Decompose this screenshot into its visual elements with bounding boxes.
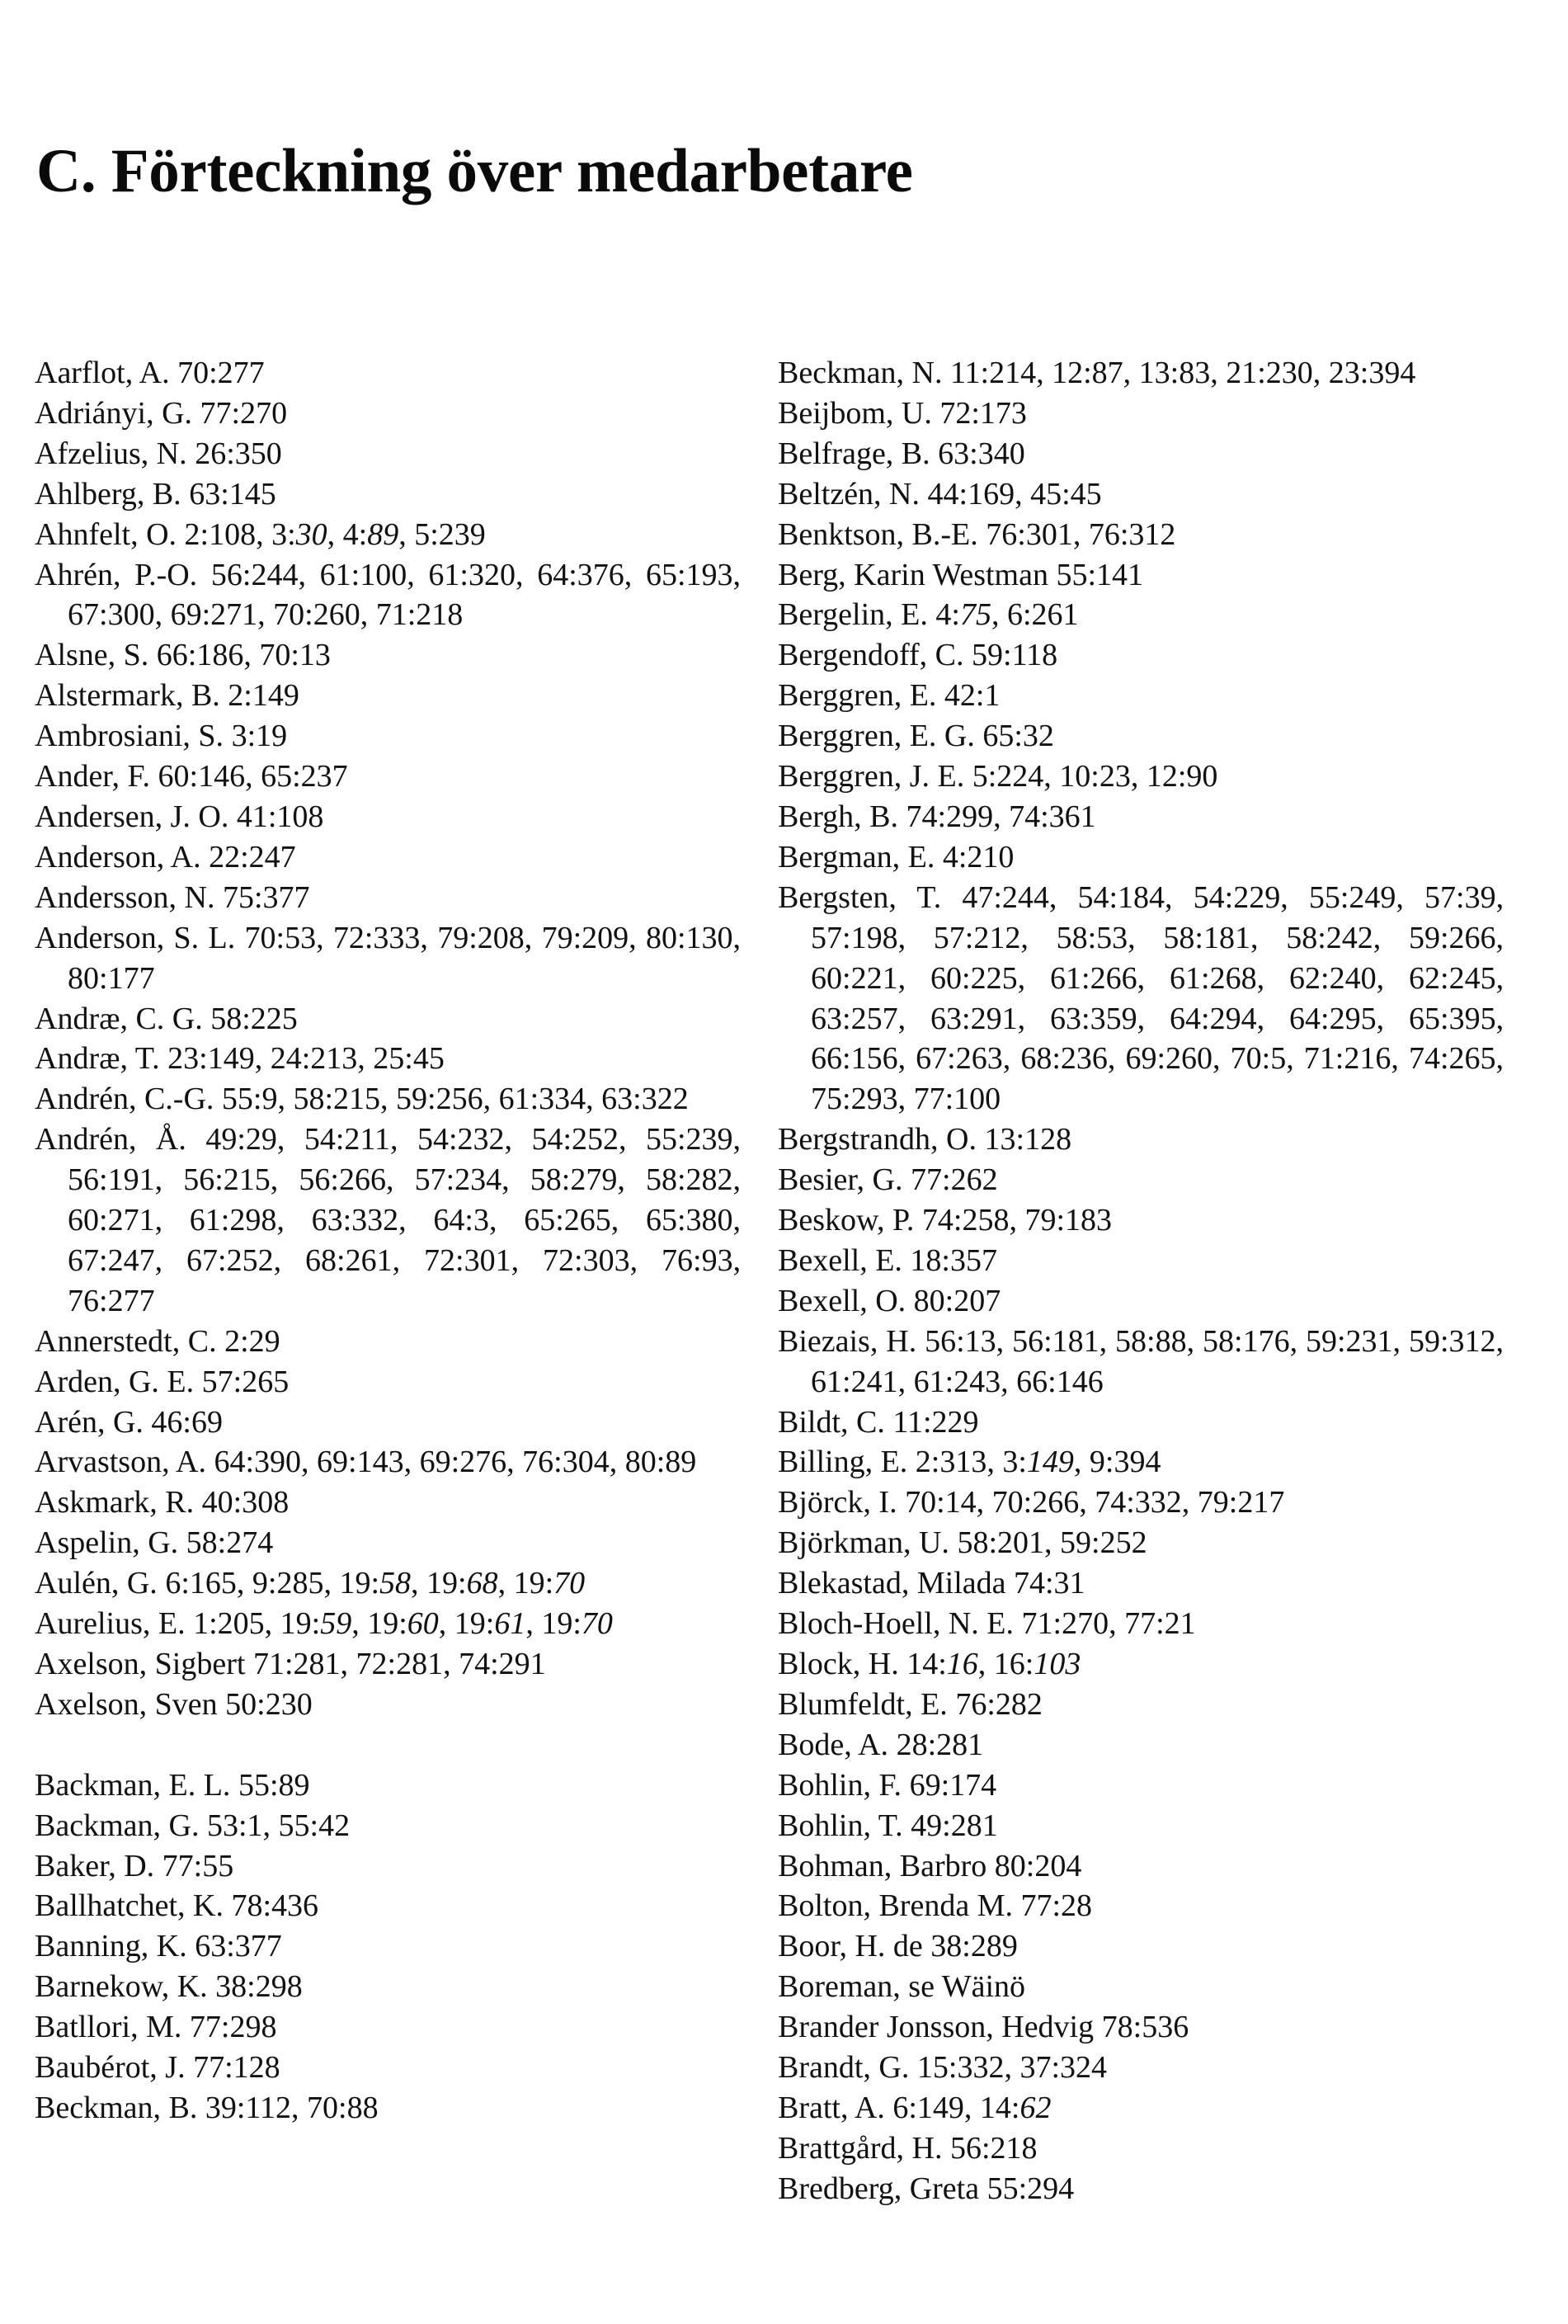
contributor-references: 44:169, 45:45 — [927, 476, 1102, 511]
contributor-entry — [35, 2048, 741, 2088]
contributor-entry — [778, 1483, 1504, 1523]
contributor-references: 75:377 — [222, 879, 310, 915]
contributor-name: Beckman, N. — [778, 356, 943, 390]
contributor-entry — [35, 1685, 741, 1725]
contributor-name: Ambrosiani, S. — [35, 719, 224, 754]
contributor-name: Alsne, S. — [35, 638, 149, 673]
contributor-references: 4:210 — [942, 839, 1015, 874]
contributor-name: Axelson, Sigbert — [35, 1647, 246, 1681]
contributors-column-left — [35, 353, 741, 2128]
contributor-references: 77:28 — [1020, 1888, 1093, 1924]
contributor-entry — [778, 1644, 1504, 1685]
contributor-references: 56:13, 56:181, 58:88, 58:176, 59:231, 59:312, 61:241, 61:243, 66:146 — [811, 1323, 1504, 1399]
contributor-references: 47:244, 54:184, 54:229, 55:249, 57:39, 57:198, 57:212, 58:53, 58:181, 58:242, 59:266, 60:221, 60:225, 61:266, 61:268, 62:240, 62:245, 63:257, 63:291, 63:359, 64:294, 64:295, 65:395, 66:156, 67:263, 68:236, 69:260, 70:5, 71:216, 74:265, 75:293, 77:100 — [811, 879, 1504, 1117]
contributor-name: Baker, D. — [35, 1848, 155, 1883]
contributor-references: 58:225 — [210, 1001, 298, 1036]
contributor-entry — [35, 394, 741, 434]
contributor-name: Brattgård, H. — [778, 2130, 943, 2166]
contributor-name: Bohman, Barbro — [778, 1848, 987, 1883]
contributor-entry — [778, 1322, 1504, 1402]
contributors-column-right — [778, 353, 1504, 2209]
contributor-name: Andræ, C. G. — [35, 1001, 203, 1036]
contributor-references: 13:128 — [984, 1122, 1072, 1157]
contributor-name: Askmark, R. — [35, 1485, 195, 1520]
contributor-entry — [778, 1442, 1504, 1483]
contributor-references: 71:270, 77:21 — [1021, 1606, 1196, 1642]
contributor-references: 74:31 — [1013, 1566, 1085, 1601]
contributor-name: Benktson, B.-E. — [778, 516, 978, 552]
contributor-name: Afzelius, N. — [35, 436, 187, 471]
contributor-entry — [778, 676, 1504, 716]
contributor-name: Ballhatchet, K. — [35, 1888, 224, 1924]
contributor-entry — [35, 878, 741, 918]
contributor-name: Adriányi, G. — [35, 395, 193, 431]
contributor-name: Bergendoff, C. — [778, 638, 964, 673]
contributor-name: Bode, A. — [778, 1727, 889, 1762]
contributor-references: 6:149, 14:62 — [892, 2090, 1052, 2125]
contributor-entry — [778, 1160, 1504, 1200]
contributor-entry — [35, 999, 741, 1039]
contributor-references: 80:204 — [994, 1848, 1082, 1883]
contributor-references: 11:229 — [892, 1404, 979, 1440]
contributor-references: 66:186, 70:13 — [156, 638, 331, 673]
contributor-name: Anderson, S. L. — [35, 920, 236, 955]
contributor-entry — [35, 1846, 741, 1887]
contributor-references: 55:294 — [986, 2171, 1075, 2206]
contributor-entry — [778, 595, 1504, 635]
contributor-references: 53:1, 55:42 — [206, 1808, 351, 1843]
contributor-entry — [778, 2169, 1504, 2209]
contributor-entry — [778, 1846, 1504, 1887]
contributor-references: 77:270 — [200, 395, 288, 431]
contributor-references: 77:262 — [911, 1162, 998, 1198]
contributor-entry — [778, 1604, 1504, 1644]
contributor-entry — [778, 1806, 1504, 1846]
contributor-references: 59:118 — [972, 638, 1058, 673]
contributor-entry — [35, 1967, 741, 2007]
contributor-references: 58:274 — [186, 1525, 274, 1561]
contributor-name: Bexell, E. — [778, 1242, 902, 1278]
contributor-entry — [778, 837, 1504, 878]
contributor-name: Ahrén, P.-O. — [35, 557, 198, 592]
contributor-entry — [35, 1120, 741, 1322]
contributor-entry — [778, 797, 1504, 837]
contributor-references: 70:14, 70:266, 74:332, 79:217 — [905, 1485, 1285, 1520]
contributor-name: Andræ, T. — [35, 1041, 160, 1077]
contributor-name: Boor, H. de — [778, 1929, 923, 1964]
contributor-name: Andrén, Å. — [35, 1122, 186, 1157]
contributor-name: Bolton, Brenda M. — [778, 1888, 1013, 1924]
contributor-name: Beskow, P. — [778, 1203, 915, 1238]
contributor-references: 74:258, 79:183 — [921, 1203, 1113, 1238]
page-title: C. Förteckning över medarbetare — [36, 137, 913, 205]
contributor-references: 57:265 — [201, 1364, 290, 1399]
contributor-name: Berg, Karin Westman — [778, 557, 1048, 592]
contributor-name: Björkman, U. — [778, 1525, 949, 1561]
contributor-name: Bergsten, T. — [778, 879, 942, 915]
contributor-name: Block, H. — [778, 1647, 899, 1681]
contributor-references: 56:244, 61:100, 61:320, 64:376, 65:193, 67:300, 69:271, 70:260, 71:218 — [68, 557, 742, 633]
contributor-entry — [35, 1926, 741, 1967]
contributor-references: 39:112, 70:88 — [205, 2090, 379, 2125]
contributor-name: Ahlberg, B. — [35, 476, 181, 511]
contributor-references: 65:32 — [982, 719, 1054, 754]
contributor-references: 70:53, 72:333, 79:208, 79:209, 80:130, 80:177 — [68, 920, 741, 996]
contributor-entry — [778, 474, 1504, 515]
contributor-references: 2:313, 3:149, 9:394 — [915, 1445, 1161, 1480]
contributor-references: 77:298 — [189, 2010, 277, 2045]
contributor-name: Bratt, A. — [778, 2090, 885, 2125]
contributor-entry — [778, 757, 1504, 797]
contributor-references: 74:299, 74:361 — [906, 799, 1096, 834]
contributor-entry — [778, 1765, 1504, 1806]
contributor-references: 80:207 — [913, 1283, 1001, 1318]
contributor-name: Axelson, Sven — [35, 1686, 218, 1722]
contributor-name: Arden, G. E. — [35, 1364, 195, 1399]
contributor-name: Backman, E. L. — [35, 1767, 231, 1803]
contributor-name: Anderson, A. — [35, 839, 201, 874]
contributor-references: 78:436 — [231, 1888, 319, 1924]
contributor-references: 70:277 — [177, 356, 265, 390]
contributor-name: Arvastson, A. — [35, 1445, 206, 1480]
contributor-references: 69:174 — [909, 1767, 997, 1803]
contributor-references: 76:301, 76:312 — [986, 516, 1176, 552]
contributor-references: 3:19 — [231, 719, 288, 754]
contributor-entry — [35, 2088, 741, 2128]
contributor-name: Brandt, G. — [778, 2050, 910, 2086]
contributor-entry — [35, 676, 741, 716]
contributor-references: 60:146, 65:237 — [158, 759, 348, 794]
contributor-entry — [35, 1523, 741, 1563]
contributor-entry — [35, 474, 741, 515]
contributor-name: Banning, K. — [35, 1929, 187, 1964]
contributor-entry — [778, 1886, 1504, 1926]
contributor-name: Beltzén, N. — [778, 476, 921, 511]
contributor-references: 56:218 — [949, 2130, 1038, 2166]
contributor-name: Besier, G. — [778, 1162, 903, 1198]
contributor-references: 78:536 — [1101, 2010, 1189, 2045]
contributor-entry — [35, 1563, 741, 1604]
contributor-entry — [778, 635, 1504, 676]
contributor-references: 23:149, 24:213, 25:45 — [167, 1041, 445, 1077]
contributor-name: Batllori, M. — [35, 2010, 182, 2045]
contributor-references: 2:29 — [224, 1323, 280, 1359]
contributor-references: 2:108, 3:30, 4:89, 5:239 — [184, 516, 486, 552]
contributor-name: Andersen, J. O. — [35, 799, 229, 834]
contributor-references: 22:247 — [209, 839, 296, 874]
contributor-entry — [778, 394, 1504, 434]
contributor-references: 6:165, 9:285, 19:58, 19:68, 19:70 — [165, 1566, 586, 1601]
contributor-name: Berggren, J. E. — [778, 759, 965, 794]
contributor-references: 46:69 — [151, 1404, 223, 1440]
contributor-entry — [35, 555, 741, 636]
contributor-entry — [35, 1644, 741, 1685]
contributor-references: 58:201, 59:252 — [957, 1525, 1147, 1561]
contributor-name: Andersson, N. — [35, 879, 215, 915]
contributor-name: Berggren, E. G. — [778, 719, 975, 754]
contributor-name: Brander Jonsson, Hedvig — [778, 2010, 1095, 2045]
contributor-references: 11:214, 12:87, 13:83, 21:230, 23:394 — [949, 356, 1416, 390]
contributor-entry — [35, 1402, 741, 1443]
contributor-entry — [35, 1322, 741, 1362]
contributor-entry — [35, 918, 741, 999]
contributor-name: Backman, G. — [35, 1808, 200, 1843]
contributor-name: Barnekow, K. — [35, 1969, 208, 2005]
contributor-references: 55:9, 58:215, 59:256, 61:334, 63:322 — [221, 1082, 689, 1117]
contributor-name: Bloch-Hoell, N. E. — [778, 1606, 1015, 1642]
contributor-name: Biezais, H. — [778, 1323, 917, 1359]
contributor-entry — [35, 1442, 741, 1483]
contributor-references: 76:282 — [955, 1686, 1043, 1722]
contributor-references: 38:298 — [215, 1969, 303, 2005]
contributor-entry — [35, 515, 741, 555]
contributor-name: Boreman, se Wäinö — [778, 1969, 1026, 2005]
contributor-references: 63:145 — [189, 476, 276, 511]
contributor-name: Arén, G. — [35, 1404, 144, 1440]
contributor-name: Bergstrandh, O. — [778, 1122, 977, 1157]
contributor-name: Belfrage, B. — [778, 436, 930, 471]
contributor-name: Bredberg, Greta — [778, 2171, 980, 2206]
contributor-entry — [35, 1604, 741, 1644]
contributor-entry — [778, 1967, 1504, 2007]
contributor-entry — [35, 1362, 741, 1402]
contributor-references: 4:75, 6:261 — [935, 597, 1079, 633]
contributor-references: 72:173 — [939, 395, 1027, 431]
contributor-entry — [778, 716, 1504, 757]
contributor-references: 63:377 — [195, 1929, 282, 1964]
contributor-entry — [35, 2007, 741, 2048]
contributor-name: Berggren, E. — [778, 678, 937, 714]
contributor-references: 42:1 — [944, 678, 1001, 714]
contributor-references: 28:281 — [896, 1727, 984, 1762]
contributor-name: Björck, I. — [778, 1485, 897, 1520]
contributor-entry — [35, 716, 741, 757]
contributor-entry — [778, 1523, 1504, 1563]
contributor-references: 15:332, 37:324 — [916, 2050, 1107, 2086]
contributor-references: 49:29, 54:211, 54:232, 54:252, 55:239, 56:191, 56:215, 56:266, 57:234, 58:279, 58:282, 60:271, 61:298, 63:332, 64:3, 65:265, 65:380, 67:247, 67:252, 68:261, 72:301, 72:303, 76:93, 76:277 — [68, 1122, 742, 1318]
contributor-entry — [778, 555, 1504, 596]
contributor-name: Baubérot, J. — [35, 2050, 186, 2086]
contributor-name: Bohlin, F. — [778, 1767, 902, 1803]
contributor-entry — [778, 2088, 1504, 2128]
contributor-entry — [35, 1079, 741, 1120]
contributor-name: Blekastad, Milada — [778, 1566, 1006, 1601]
contributor-name: Bexell, O. — [778, 1283, 906, 1318]
contributor-references: 63:340 — [938, 436, 1025, 471]
contributor-references: 26:350 — [195, 436, 282, 471]
contributor-name: Aurelius, E. — [35, 1606, 186, 1642]
contributor-references: 40:308 — [201, 1485, 290, 1520]
contributor-references: 77:55 — [162, 1848, 234, 1883]
contributor-entry — [778, 878, 1504, 1120]
contributor-entry — [35, 837, 741, 878]
contributor-entry — [778, 1685, 1504, 1725]
contributor-entry — [778, 1200, 1504, 1241]
contributor-entry — [778, 434, 1504, 474]
contributor-references: 64:390, 69:143, 69:276, 76:304, 80:89 — [214, 1445, 697, 1480]
contributor-name: Bergelin, E. — [778, 597, 928, 633]
contributor-entry — [778, 1281, 1504, 1322]
contributor-name: Andrén, C.-G. — [35, 1082, 214, 1117]
contributor-entry — [35, 353, 741, 394]
contributor-name: Billing, E. — [778, 1445, 908, 1480]
contributor-name: Aulén, G. — [35, 1566, 158, 1601]
contributor-entry — [35, 434, 741, 474]
contributor-name: Aspelin, G. — [35, 1525, 179, 1561]
contributor-entry — [778, 515, 1504, 555]
contributor-name: Bildt, C. — [778, 1404, 885, 1440]
contributor-entry — [778, 1926, 1504, 1967]
contributor-references: 5:224, 10:23, 12:90 — [972, 759, 1218, 794]
contributor-references: 50:230 — [225, 1686, 313, 1722]
contributor-name: Bergman, E. — [778, 839, 935, 874]
contributor-entry — [35, 1483, 741, 1523]
contributor-name: Beckman, B. — [35, 2090, 198, 2125]
contributor-entry — [778, 1120, 1504, 1160]
contributor-references: 49:281 — [911, 1808, 998, 1843]
contributor-name: Bergh, B. — [778, 799, 899, 834]
contributor-references: 38:289 — [930, 1929, 1018, 1964]
contributor-entry — [35, 1806, 741, 1846]
contributor-entry — [778, 1241, 1504, 1281]
contributor-references: 71:281, 72:281, 74:291 — [252, 1647, 546, 1681]
contributor-entry — [778, 353, 1504, 394]
contributor-entry — [35, 1765, 741, 1806]
contributor-references: 77:128 — [193, 2050, 280, 2086]
contributor-entry — [778, 2007, 1504, 2048]
contributor-references: 14:16, 16:103 — [906, 1647, 1081, 1681]
contributor-name: Bohlin, T. — [778, 1808, 903, 1843]
contributor-references: 1:205, 19:59, 19:60, 19:61, 19:70 — [193, 1606, 613, 1642]
contributor-entry — [778, 1725, 1504, 1765]
contributor-entry — [778, 2048, 1504, 2088]
contributor-entry — [35, 797, 741, 837]
contributor-references: 18:357 — [910, 1242, 997, 1278]
contributor-references: 41:108 — [236, 799, 324, 834]
contributor-name: Ahnfelt, O. — [35, 516, 177, 552]
contributor-references: 55:141 — [1056, 557, 1144, 592]
contributor-name: Blumfeldt, E. — [778, 1686, 948, 1722]
contributor-entry — [35, 1039, 741, 1079]
contributor-name: Alstermark, B. — [35, 678, 220, 714]
contributor-entry — [35, 1886, 741, 1926]
contributor-entry — [35, 635, 741, 676]
contributor-references: 2:149 — [228, 678, 299, 714]
contributor-entry — [778, 1563, 1504, 1604]
contributor-entry — [778, 1402, 1504, 1443]
contributor-name: Aarflot, A. — [35, 356, 170, 390]
contributor-entry — [35, 757, 741, 797]
contributor-references: 55:89 — [238, 1767, 310, 1803]
contributor-entry — [778, 2128, 1504, 2169]
contributor-name: Annerstedt, C. — [35, 1323, 217, 1359]
contributor-name: Beijbom, U. — [778, 395, 932, 431]
contributor-name: Ander, F. — [35, 759, 151, 794]
